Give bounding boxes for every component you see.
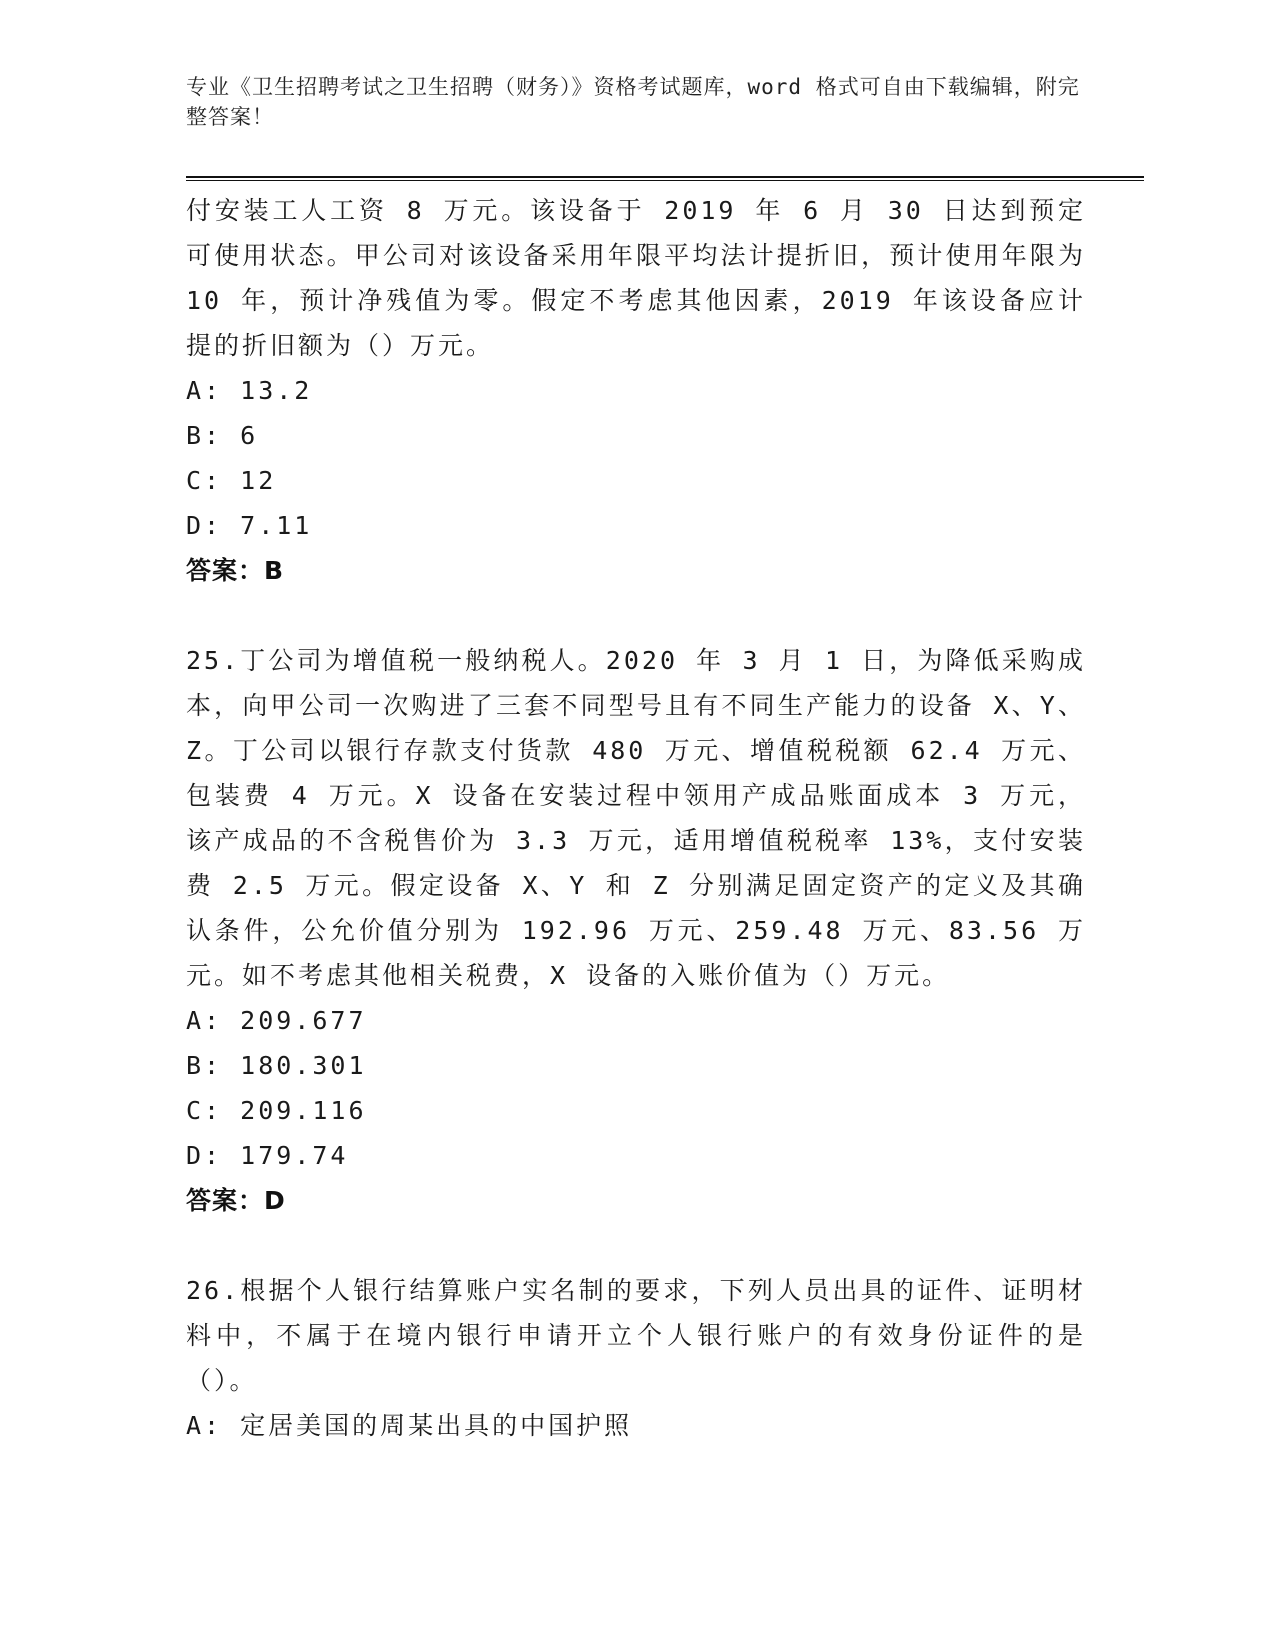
option-a: A: 13.2 [186,376,313,405]
question-stem: 付安装工人工资 8 万元。该设备于 2019 年 6 月 30 日达到预定可使用状态。甲公司对该设备采用年限平均法计提折旧，预计使用年限为 10 年，预计净残值为零。假定不考虑其他因素，2019 年该设备应计提的折旧额为（）万元。 [186,196,1086,360]
question-stem: 25.丁公司为增值税一般纳税人。2020 年 3 月 1 日，为降低采购成本，向甲公司一次购进了三套不同型号且有不同生产能力的设备 X、Y、Z。丁公司以银行存款支付货款 480 万元、增值税税额 62.4 万元、包装费 4 万元。X 设备在安装过程中领用产成品账面成本 3 万元，该产成品的不含税售价为 3.3 万元，适用增值税税率 13%，支付安装费 2.5 万元。假定设备 X、Y 和 Z 分别满足固定资产的定义及其确认条件，公允价值分别为 192.96 万元、259.48 万元、83.56 万元。如不考虑其他相关税费，X 设备的入账价值为（）万元。 [186,646,1086,990]
question-spacer [186,1223,1086,1268]
question-block [186,638,1086,1223]
answer-line: 答案：D [186,1186,286,1215]
header-divider [186,176,1144,181]
option-d: D: 7.11 [186,511,313,540]
question-block [186,188,1086,593]
option-b: B: 180.301 [186,1051,367,1080]
question-list [186,188,1086,1448]
option-a: A: 209.677 [186,1006,367,1035]
option-c: C: 209.116 [186,1096,367,1125]
question-block [186,1268,1086,1448]
option-c: C: 12 [186,466,277,495]
option-a: A: 定居美国的周某出具的中国护照 [186,1411,633,1440]
answer-line: 答案：B [186,556,285,585]
page-header: 专业《卫生招聘考试之卫生招聘（财务）》资格考试题库，word 格式可自由下载编辑，附完整答案！ [186,75,1080,129]
question-stem: 26.根据个人银行结算账户实名制的要求，下列人员出具的证件、证明材料中，不属于在境内银行申请开立个人银行账户的有效身份证件的是（）。 [186,1276,1086,1395]
option-b: B: 6 [186,421,259,450]
option-d: D: 179.74 [186,1141,349,1170]
question-spacer [186,593,1086,638]
